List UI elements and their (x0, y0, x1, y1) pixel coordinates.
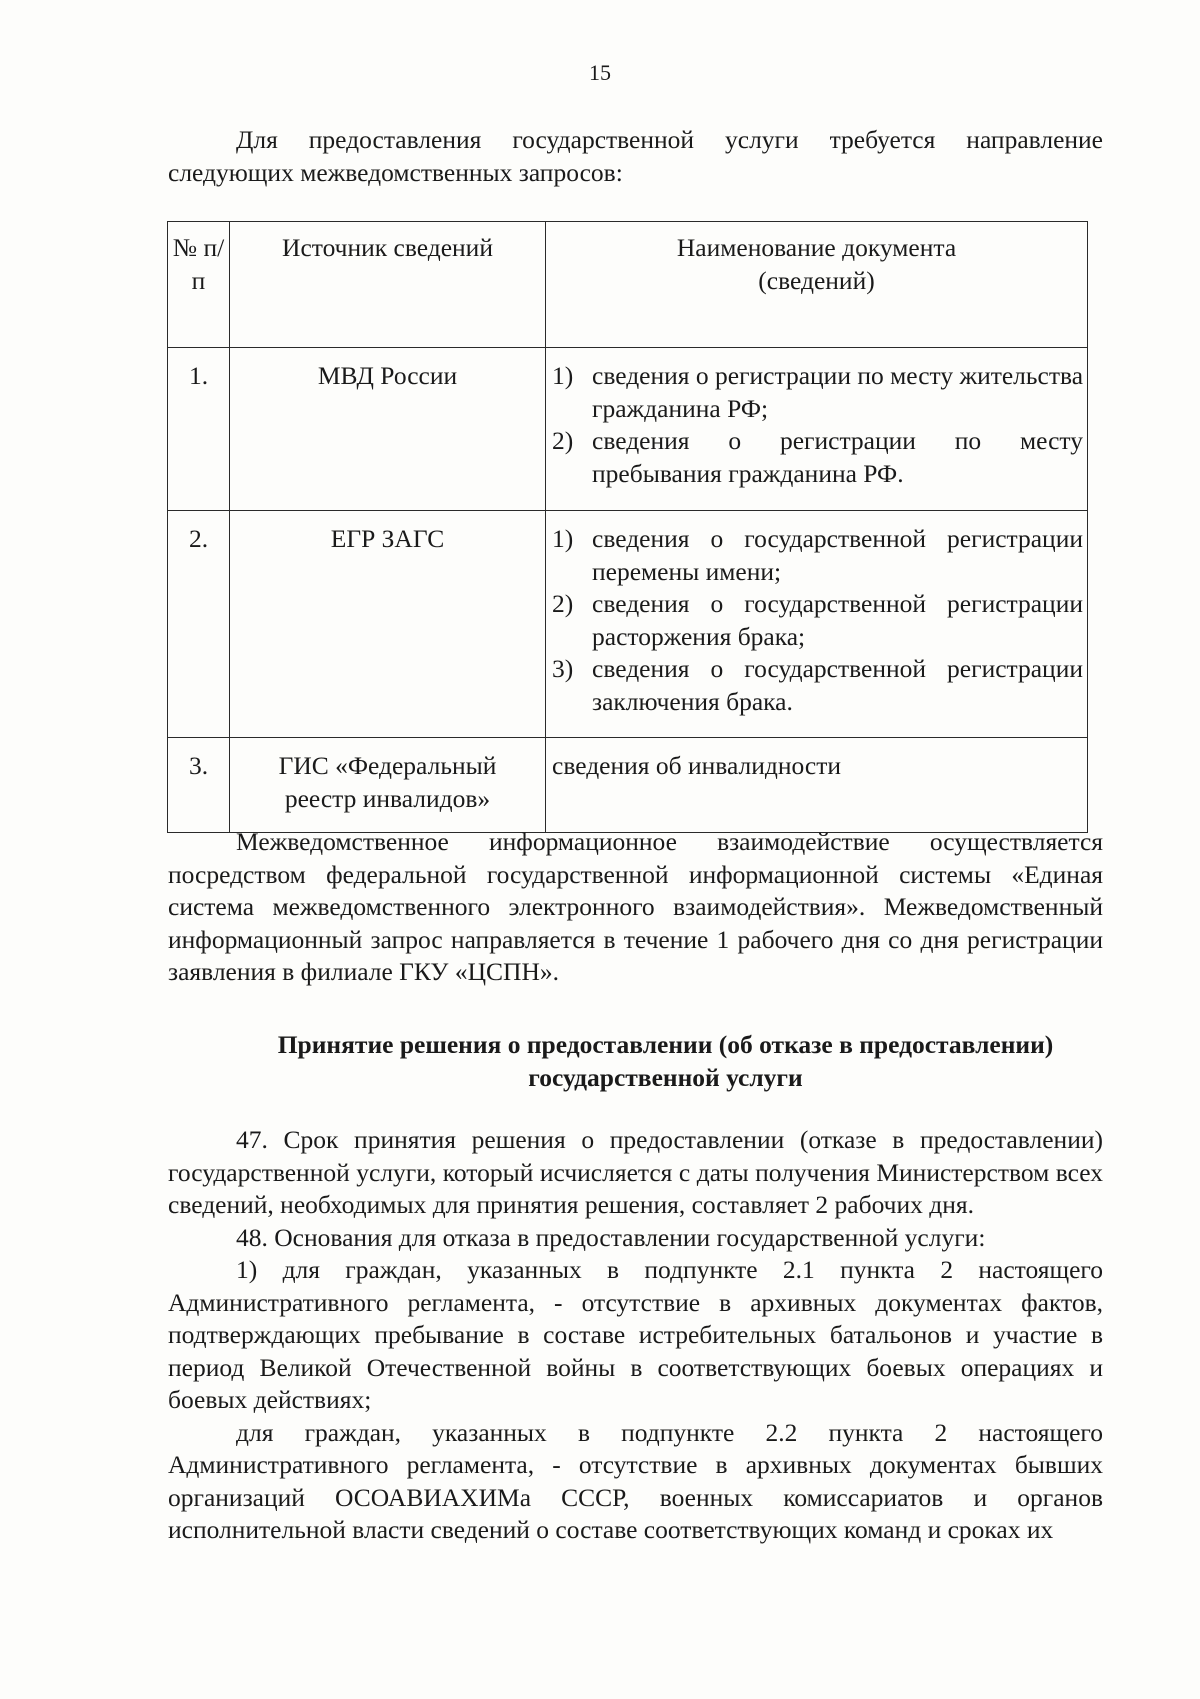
document-item (552, 653, 1083, 718)
row-number: 2. (168, 511, 230, 738)
row-document-text: сведения об инвалидности (546, 738, 1088, 833)
row-number: 3. (168, 738, 230, 833)
document-item (552, 360, 1083, 425)
item-number: 1) (552, 524, 574, 553)
document-item (552, 588, 1083, 653)
interagency-requests-table (167, 221, 1088, 833)
item-number: 2) (552, 589, 574, 618)
item-text: сведения о государственной регистрации заключения брака. (592, 654, 1083, 716)
document-item (552, 523, 1083, 588)
item-text: сведения о государственной регистрации расторжения брака; (592, 589, 1083, 651)
row-source: ГИС «Федеральный реестр инвалидов» (230, 738, 546, 833)
item-number: 3) (552, 654, 574, 683)
page-number: 15 (589, 60, 611, 85)
header-document: Наименование документа (сведений) (546, 222, 1088, 348)
header-source: Источник сведений (230, 222, 546, 348)
item-number: 1) (552, 361, 574, 390)
intro-paragraph: Для предоставления государственной услуги требуется направление следующих межведомственных запросов: (168, 125, 1103, 187)
header-num: № п/п (168, 222, 230, 348)
item-number: 2) (552, 426, 574, 455)
body-text (168, 1124, 1103, 1547)
row-documents (546, 348, 1088, 511)
table-row (168, 738, 1088, 833)
paragraph-48-1-continued: для граждан, указанных в подпункте 2.2 пункта 2 настоящего Административного регламента, - отсутствие в архивных документах бывших организаций ОСОАВИАХИМа СССР, военных комиссариатов и органов исполнительной власти сведений о составе соответствующих команд и сроках их (168, 1417, 1103, 1544)
paragraph-48-1: 1) для граждан, указанных в подпункте 2.1 пункта 2 настоящего Административного регламента, - отсутствие в архивных документах фактов, подтверждающих пребывание в составе истребительных батальонов и участие в период Великой Отечественной войны в соответствующих боевых операциях и боевых действиях; (168, 1255, 1103, 1414)
section-heading: Принятие решения о предоставлении (об отказе в предоставлении) государственной услуги (277, 1030, 1054, 1092)
document-item (552, 425, 1083, 490)
row-documents (546, 511, 1088, 738)
interagency-paragraph: Межведомственное информационное взаимодействие осуществляется посредством федеральной государственной информационной системы «Единая система межведомственного электронного взаимодействия». Межведомственный информационный запрос направляется в течение 1 рабочего дня со дня регистрации заявления в филиале ГКУ «ЦСПН». (168, 827, 1103, 986)
row-source: МВД России (230, 348, 546, 511)
table-row (168, 348, 1088, 511)
item-text: сведения о регистрации по месту пребывания гражданина РФ. (592, 426, 1083, 488)
row-source: ЕГР ЗАГС (230, 511, 546, 738)
table-header-row (168, 222, 1088, 348)
table-row (168, 511, 1088, 738)
item-text: сведения о регистрации по месту жительства гражданина РФ; (592, 361, 1084, 423)
paragraph-47: 47. Срок принятия решения о предоставлении (отказе в предоставлении) государственной услуги, который исчисляется с даты получения Министерством всех сведений, необходимых для принятия решения, составляет 2 рабочих дня. (168, 1125, 1103, 1219)
paragraph-48: 48. Основания для отказа в предоставлении государственной услуги: (236, 1222, 986, 1252)
row-number: 1. (168, 348, 230, 511)
item-text: сведения о государственной регистрации перемены имени; (592, 524, 1083, 586)
